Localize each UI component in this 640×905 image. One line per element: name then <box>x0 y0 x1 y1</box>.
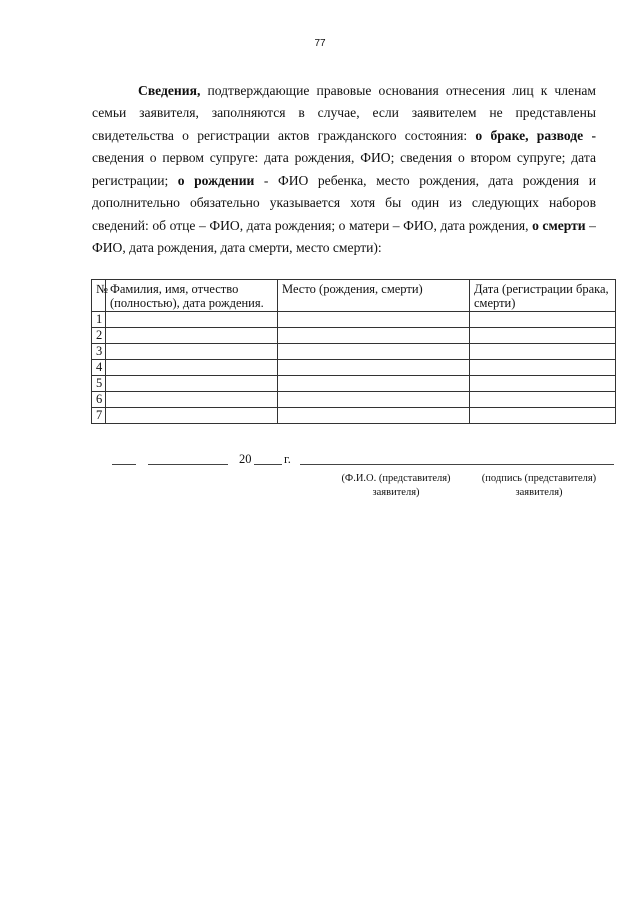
cell-date[interactable] <box>470 344 616 360</box>
cell-place[interactable] <box>278 376 470 392</box>
header-place: Место (рождения, смерти) <box>278 280 470 312</box>
cell-place[interactable] <box>278 360 470 376</box>
lead-bold: Сведения, <box>138 82 201 98</box>
page-number: 77 <box>314 38 326 49</box>
cell-place[interactable] <box>278 312 470 328</box>
signature-block <box>112 452 616 516</box>
paragraph-text-1: подтверждающие правовые основания отнесения лиц к членам семьи заявителя, заполняются в случае, если заявителем не представлены свидетельства о регистрации актов гражданского состояния: <box>92 82 596 143</box>
table-header-row <box>92 280 616 312</box>
row-number: 2 <box>92 328 106 344</box>
year-suffix: г. <box>284 452 291 466</box>
cell-date[interactable] <box>470 312 616 328</box>
paragraph-text-2: сведения о первом супруге: дата рождения, ФИО; сведения о втором супруге; дата регистрации; <box>92 150 596 188</box>
table-row <box>92 312 616 328</box>
cell-place[interactable] <box>278 392 470 408</box>
cell-place[interactable] <box>278 328 470 344</box>
table-row <box>92 344 616 360</box>
row-number: 5 <box>92 376 106 392</box>
signature-caption: (подпись (представителя) заявителя) <box>481 473 597 498</box>
cell-date[interactable] <box>470 328 616 344</box>
cell-date[interactable] <box>470 360 616 376</box>
cell-date[interactable] <box>470 376 616 392</box>
header-date: Дата (регистрации брака, смерти) <box>470 280 616 312</box>
cell-date[interactable] <box>470 392 616 408</box>
table-row <box>92 376 616 392</box>
row-number: 7 <box>92 408 106 424</box>
cell-name[interactable] <box>106 408 278 424</box>
cell-name[interactable] <box>106 360 278 376</box>
family-info-table <box>91 279 616 424</box>
bold-marriage-divorce: о браке, разводе - <box>475 127 596 143</box>
table-row <box>92 360 616 376</box>
month-line[interactable] <box>148 464 228 465</box>
cell-name[interactable] <box>106 312 278 328</box>
row-number: 1 <box>92 312 106 328</box>
table-row <box>92 392 616 408</box>
cell-date[interactable] <box>470 408 616 424</box>
cell-name[interactable] <box>106 392 278 408</box>
day-line[interactable] <box>112 464 136 465</box>
fio-caption: (Ф.И.О. (представителя) заявителя) <box>341 473 451 498</box>
header-number: № <box>92 280 106 312</box>
header-name: Фамилия, имя, отчество (полностью), дата рождения. <box>106 280 278 312</box>
year-line[interactable] <box>254 464 282 465</box>
row-number: 6 <box>92 392 106 408</box>
bold-birth: о рождении <box>177 172 255 188</box>
cell-name[interactable] <box>106 344 278 360</box>
table-row <box>92 328 616 344</box>
cell-name[interactable] <box>106 376 278 392</box>
bold-death: о смерти <box>532 217 586 233</box>
signature-line[interactable] <box>300 464 614 465</box>
paragraph-text-3: - ФИО ребенка, место рождения, дата рождения и дополнительно обязательно указывается хотя бы один из следующих наборов сведений: об отце – ФИО, дата рождения; о матери – ФИО, дата рождения, <box>92 172 596 233</box>
cell-name[interactable] <box>106 328 278 344</box>
info-paragraph <box>92 80 596 260</box>
table-row <box>92 408 616 424</box>
cell-place[interactable] <box>278 344 470 360</box>
paragraph-text-4: – ФИО, дата рождения, дата смерти, место смерти): <box>92 217 596 256</box>
row-number: 3 <box>92 344 106 360</box>
year-prefix: 20 <box>239 452 252 466</box>
row-number: 4 <box>92 360 106 376</box>
cell-place[interactable] <box>278 408 470 424</box>
